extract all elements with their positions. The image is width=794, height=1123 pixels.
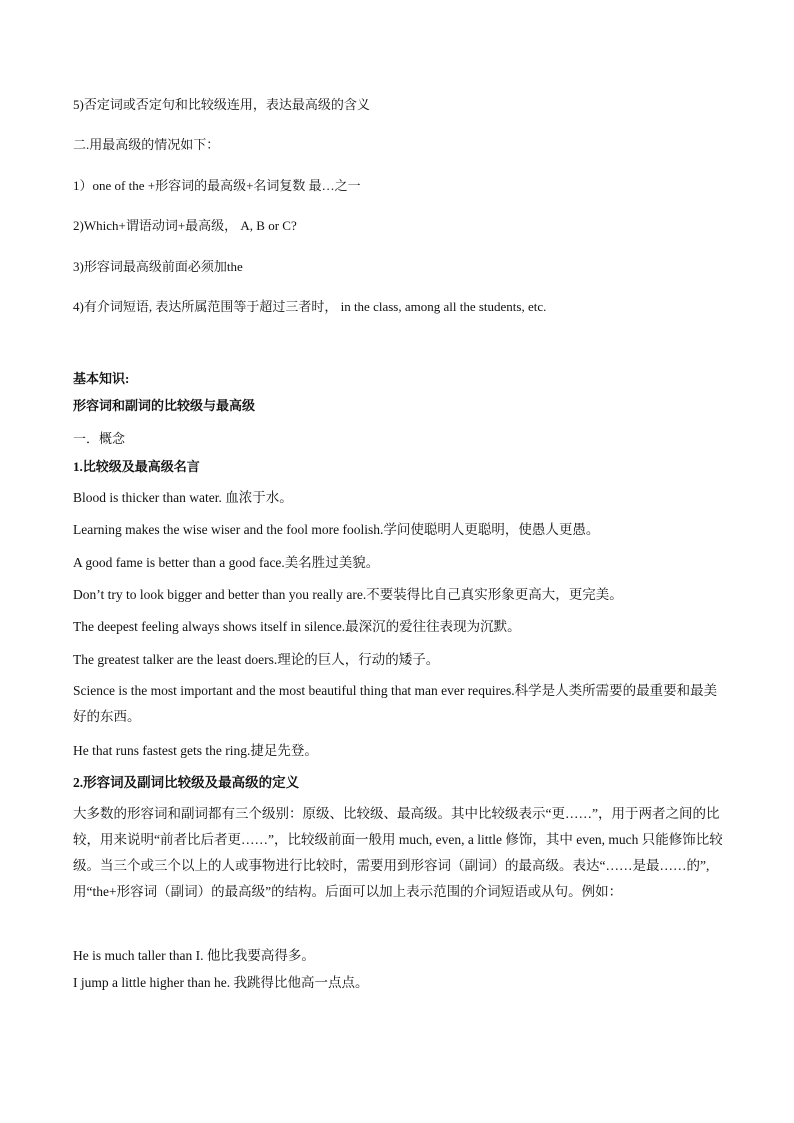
rule-line-one-of: 1）one of the +形容词的最高级+名词复数 最…之一 <box>73 178 361 193</box>
definition-heading: 2.形容词及副词比较级及最高级的定义 <box>73 775 300 790</box>
rule-line-5: 5)否定词或否定句和比较级连用，表达最高级的含义 <box>73 97 370 112</box>
example-sentence: He is much taller than I. 他比我要高得多。 <box>73 948 315 963</box>
quote-item: A good fame is better than a good face.美名胜过美貌。 <box>73 555 380 570</box>
quote-item: Learning makes the wise wiser and the fool more foolish.学问使聪明人更聪明，使愚人更愚。 <box>73 522 600 537</box>
quote-item: He that runs fastest gets the ring.捷足先登。 <box>73 743 318 758</box>
concept-heading: 一．概念 <box>73 431 126 446</box>
quote-item: Don’t try to look bigger and better than you really are.不要装得比自己真实形象更高大，更完美。 <box>73 587 623 602</box>
rule-line-the: 3)形容词最高级前面必须加the <box>73 259 243 274</box>
rule-line-which: 2)Which+谓语动词+最高级， A, B or C? <box>73 218 297 233</box>
quote-item: Science is the most important and the most beautiful thing that man ever requires.科学是人类所需要的最重要和最美好的东西。 <box>73 683 718 724</box>
section-label: 基本知识: <box>73 371 130 386</box>
rule-heading-superlative: 二.用最高级的情况如下： <box>73 137 220 152</box>
rule-line-range: 4)有介词短语, 表达所属范围等于超过三者时， in the class, among all the students, etc. <box>73 299 547 314</box>
example-sentence: I jump a little higher than he. 我跳得比他高一点点。 <box>73 975 369 990</box>
section-title: 形容词和副词的比较级与最高级 <box>73 398 256 413</box>
quote-item: The deepest feeling always shows itself in silence.最深沉的爱往往表现为沉默。 <box>73 619 521 634</box>
quote-item: Blood is thicker than water. 血浓于水。 <box>73 490 293 505</box>
quote-item: The greatest talker are the least doers.理论的巨人，行动的矮子。 <box>73 652 440 667</box>
definition-paragraph: 大多数的形容词和副词都有三个级别：原级、比较级、最高级。其中比较级表示“更……”，用于两者之间的比较，用来说明“前者比后者更……”，比较级前面一般用 much, even, a little 修饰，其中 even, much 只能修饰比较级。当三个或三个以上的人或事物进行比较时，需要用到形容词（副词）的最高级。表达“……是最……的”,用“the+形容词（副词）的最高级”的结构。后面可以加上表示范围的介词短语或从句。例如： <box>73 806 723 899</box>
quotes-heading: 1.比较级及最高级名言 <box>73 459 200 474</box>
